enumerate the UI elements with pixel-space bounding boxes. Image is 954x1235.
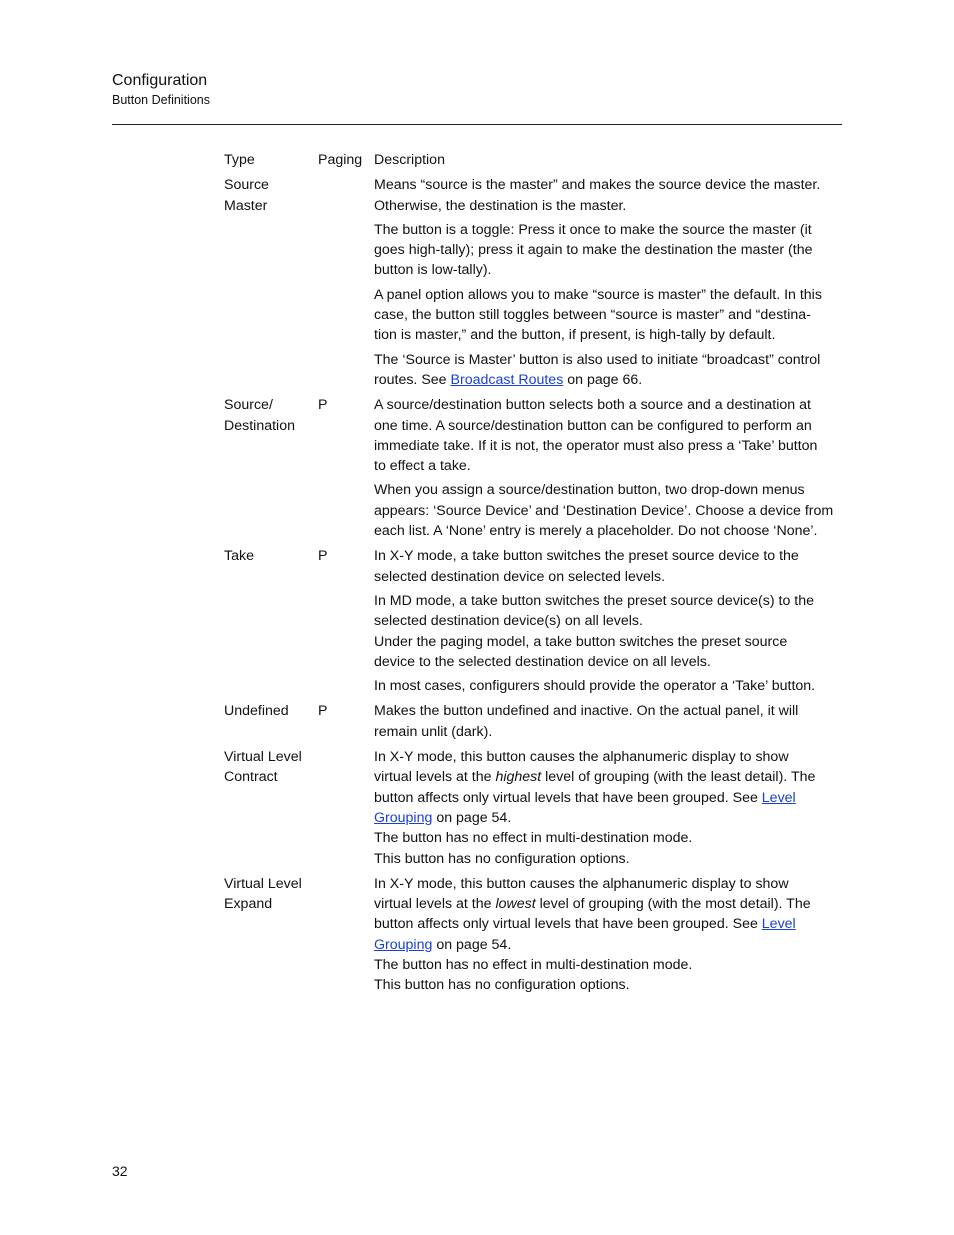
chapter-title: Configuration xyxy=(112,72,208,89)
text-segment: button affects only virtual levels that have been grouped. See xyxy=(374,789,762,806)
type-line: Take xyxy=(224,548,254,565)
description-cell xyxy=(374,546,844,696)
text-line: case, the button still toggles between “source is master” and “destina- xyxy=(374,307,811,324)
type-cell xyxy=(224,701,318,742)
type-line: Undefined xyxy=(224,703,289,720)
text-line: The button has no effect in multi-destination mode. xyxy=(374,830,693,847)
description-cell xyxy=(374,874,844,996)
table-row xyxy=(224,175,844,390)
text-line: button is low-tally). xyxy=(374,262,492,279)
column-header-type: Type xyxy=(224,152,255,168)
text-line: goes high-tally); press it again to make the destination the master (the xyxy=(374,242,813,259)
description-paragraph xyxy=(374,395,844,476)
table-row xyxy=(224,874,844,996)
type-line: Destination xyxy=(224,417,295,434)
column-header-paging: Paging xyxy=(318,152,363,168)
level-grouping-link[interactable]: Grouping xyxy=(374,809,433,826)
text-line xyxy=(374,914,844,934)
paging-cell xyxy=(318,874,374,996)
text-line: each list. A ‘None’ entry is merely a placeholder. Do not choose ‘None’. xyxy=(374,523,818,540)
table-header-row xyxy=(224,150,844,170)
text-segment: routes. See xyxy=(374,371,451,388)
description-cell xyxy=(374,175,844,390)
text-segment: level of grouping (with the least detail). The xyxy=(541,769,816,786)
page-header xyxy=(112,70,842,109)
emphasis-text: lowest xyxy=(495,896,536,913)
description-paragraph xyxy=(374,591,844,672)
button-definitions-table xyxy=(224,150,844,1001)
type-line: Master xyxy=(224,197,268,214)
text-line: A panel option allows you to make “source is master” the default. In this xyxy=(374,286,822,303)
text-line: to effect a take. xyxy=(374,458,471,475)
text-line: A source/destination button selects both a source and a destination at xyxy=(374,397,811,414)
table-row xyxy=(224,395,844,541)
section-subtitle: Button Definitions xyxy=(112,93,210,107)
level-grouping-link[interactable]: Level xyxy=(761,789,796,806)
description-cell xyxy=(374,747,844,869)
type-cell xyxy=(224,175,318,390)
table-row xyxy=(224,546,844,696)
type-line: Source/ xyxy=(224,397,273,414)
type-line: Virtual Level xyxy=(224,749,302,766)
level-grouping-link[interactable]: Grouping xyxy=(374,936,433,953)
text-line: This button has no configuration options. xyxy=(374,977,630,994)
text-line: In X-Y mode, a take button switches the preset source device to the xyxy=(374,548,799,565)
text-line: tion is master,” and the button, if present, is high-tally by default. xyxy=(374,327,776,344)
type-line: Expand xyxy=(224,896,273,913)
type-cell xyxy=(224,747,318,869)
level-grouping-link[interactable]: Level xyxy=(761,916,796,933)
paging-cell xyxy=(318,175,374,390)
text-segment: on page 66. xyxy=(563,371,643,388)
table-row xyxy=(224,747,844,869)
description-paragraph xyxy=(374,701,844,742)
text-line: In X-Y mode, this button causes the alphanumeric display to show xyxy=(374,749,789,766)
text-line: selected destination device(s) on all levels. xyxy=(374,613,643,630)
description-paragraph xyxy=(374,747,844,869)
text-line: Under the paging model, a take button switches the preset source xyxy=(374,633,788,650)
description-paragraph xyxy=(374,874,844,996)
description-cell xyxy=(374,395,844,541)
text-line: remain unlit (dark). xyxy=(374,723,493,740)
text-line: Otherwise, the destination is the master. xyxy=(374,197,627,214)
text-line: In most cases, configurers should provide the operator a ‘Take’ button. xyxy=(374,678,816,695)
paging-cell: P xyxy=(318,703,328,720)
text-line xyxy=(374,935,844,955)
text-line: appears: ‘Source Device’ and ‘Destination Device’. Choose a device from xyxy=(374,502,834,519)
text-line: device to the selected destination device on all levels. xyxy=(374,653,711,670)
description-paragraph xyxy=(374,480,844,541)
description-paragraph xyxy=(374,220,844,281)
text-line: When you assign a source/destination button, two drop-down menus xyxy=(374,482,805,499)
text-segment: level of grouping (with the most detail). The xyxy=(535,896,811,913)
text-line: one time. A source/destination button can be configured to perform an xyxy=(374,417,812,434)
type-line: Contract xyxy=(224,769,278,786)
text-line xyxy=(374,370,844,390)
description-paragraph xyxy=(374,676,844,696)
text-line: immediate take. If it is not, the operator must also press a ‘Take’ button xyxy=(374,437,818,454)
type-line: Source xyxy=(224,177,269,194)
text-line xyxy=(374,788,844,808)
text-line xyxy=(374,767,844,787)
description-paragraph xyxy=(374,546,844,587)
text-line: In MD mode, a take button switches the preset source device(s) to the xyxy=(374,592,815,609)
text-line xyxy=(374,894,844,914)
description-paragraph xyxy=(374,175,844,216)
type-cell xyxy=(224,874,318,996)
type-line: Virtual Level xyxy=(224,875,302,892)
type-cell xyxy=(224,395,318,541)
description-paragraph xyxy=(374,285,844,346)
column-header-description: Description xyxy=(374,152,445,168)
text-segment: button affects only virtual levels that have been grouped. See xyxy=(374,916,762,933)
description-paragraph xyxy=(374,350,844,391)
text-line: selected destination device on selected levels. xyxy=(374,568,666,585)
page-number: 32 xyxy=(112,1163,128,1179)
description-cell xyxy=(374,701,844,742)
text-segment: virtual levels at the xyxy=(374,769,496,786)
text-segment: virtual levels at the xyxy=(374,896,496,913)
paging-cell: P xyxy=(318,397,328,414)
text-line: This button has no configuration options. xyxy=(374,850,630,867)
text-line: The button is a toggle: Press it once to make the source the master (it xyxy=(374,221,812,238)
text-line: The ‘Source is Master’ button is also used to initiate “broadcast” control xyxy=(374,351,821,368)
broadcast-routes-link[interactable]: Broadcast Routes xyxy=(450,371,564,388)
text-line xyxy=(374,808,844,828)
text-line: In X-Y mode, this button causes the alphanumeric display to show xyxy=(374,875,789,892)
text-line: Makes the button undefined and inactive. On the actual panel, it will xyxy=(374,703,799,720)
text-line: Means “source is the master” and makes the source device the master. xyxy=(374,177,821,194)
paging-cell xyxy=(318,747,374,869)
type-cell xyxy=(224,546,318,696)
text-segment: on page 54. xyxy=(432,936,512,953)
table-row xyxy=(224,701,844,742)
paging-cell: P xyxy=(318,548,328,565)
emphasis-text: highest xyxy=(495,769,542,786)
header-divider xyxy=(112,124,842,125)
text-line: The button has no effect in multi-destination mode. xyxy=(374,956,693,973)
text-segment: on page 54. xyxy=(432,809,512,826)
